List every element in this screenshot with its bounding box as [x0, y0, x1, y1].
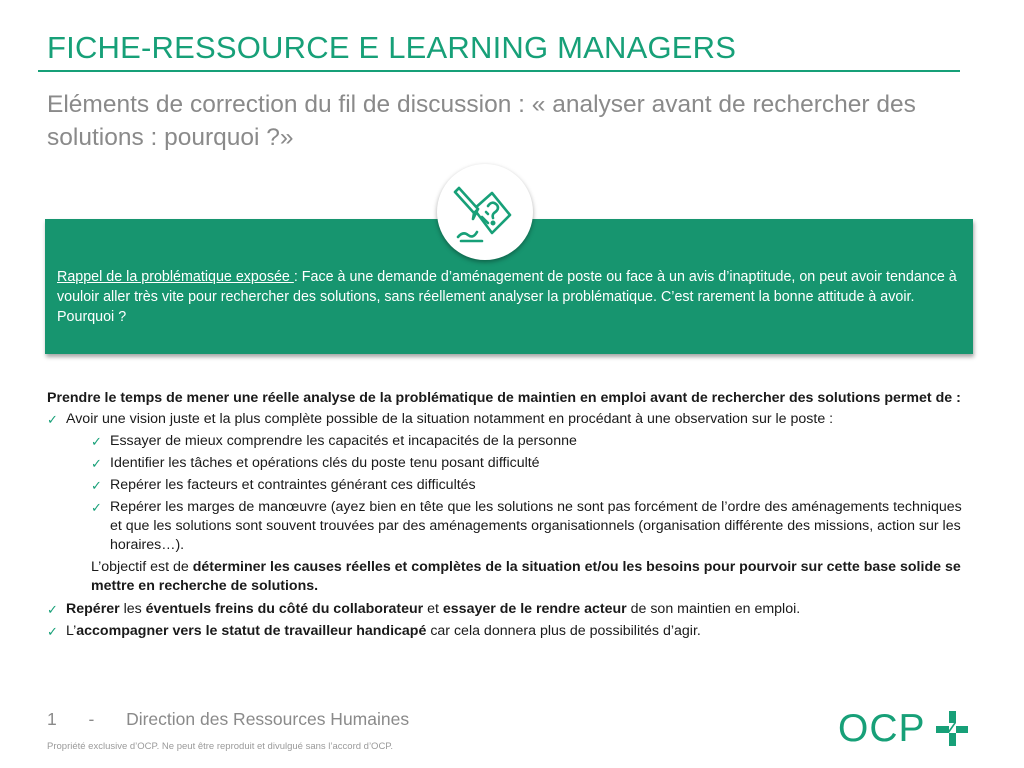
list-item [47, 622, 977, 641]
sub-list-item [47, 432, 977, 451]
title-divider [38, 70, 960, 72]
sub-list-item-text: Repérer les facteurs et contraintes générant ces difficultés [110, 477, 476, 493]
check-icon: ✓ [91, 434, 102, 449]
check-icon: ✓ [91, 456, 102, 471]
legal-notice: Propriété exclusive d’OCP. Ne peut être reproduit et divulgué sans l’accord d’OCP. [47, 741, 394, 752]
text-plain: L’ [66, 623, 77, 639]
sub-list-item-text: Identifier les tâches et opérations clés du poste tenu posant difficulté [110, 455, 540, 471]
footer [47, 709, 409, 730]
list-item-text [66, 622, 701, 641]
list-item-text: Avoir une vision juste et la plus complète possible de la situation notamment en procédant à une observation sur le poste : [66, 411, 834, 427]
note-prefix: L’objectif est de [91, 559, 193, 575]
text-plain: de son maintien en emploi. [626, 601, 801, 617]
page-number: 1 [47, 709, 57, 729]
reminder-text [57, 267, 967, 327]
check-icon: ✓ [91, 500, 102, 515]
text-plain: car cela donnera plus de possibilités d’agir. [426, 623, 701, 639]
check-icon: ✓ [47, 624, 58, 639]
reminder-badge [437, 164, 533, 260]
sub-list-item [47, 498, 977, 555]
sub-list-item-text: Essayer de mieux comprendre les capacités et incapacités de la personne [110, 433, 577, 449]
check-icon: ✓ [47, 412, 58, 427]
check-icon: ✓ [47, 602, 58, 617]
page-subtitle: Eléments de correction du fil de discussion : « analyser avant de rechercher des solutions : pourquoi ?» [47, 91, 916, 151]
footer-separator: - [88, 709, 95, 729]
text-plain: les [119, 601, 146, 617]
list-item [47, 410, 977, 429]
objective-note [47, 558, 977, 596]
list-item-text [66, 600, 800, 619]
body-content [47, 389, 977, 644]
sub-list-item [47, 476, 977, 495]
text-bold: accompagner vers le statut de travailleur handicapé [76, 623, 427, 639]
list-item [47, 600, 977, 619]
reminder-label: Rappel de la problématique exposée [57, 269, 294, 285]
logo-text: OCP [838, 707, 926, 750]
ocp-logo [838, 707, 972, 751]
writing-question-icon [452, 179, 518, 245]
text-bold: éventuels freins du côté du collaborateur [145, 601, 424, 617]
department-name: Direction des Ressources Humaines [126, 709, 410, 729]
text-bold: Repérer [66, 601, 120, 617]
sub-list-item-text: Repérer les marges de manœuvre (ayez bien en tête que les solutions ne sont pas forcément de l’ordre des aménagements techniques et que les solutions sont souvent trouvées par des aménagements organisationnels (organisation différente des missions, action sur les horaires…). [110, 499, 962, 553]
note-bold: déterminer les causes réelles et complètes de la situation et/ou les besoins pour pourvoir sur cette base solide se mettre en recherche de solutions. [91, 559, 961, 594]
check-icon: ✓ [91, 478, 102, 493]
text-plain: et [423, 601, 443, 617]
reminder-body: : Face à une demande d’aménagement de poste ou face à un avis d’inaptitude, on peut avoir tendance à vouloir aller très vite pour rechercher des solutions, sans réellement analyser la problématique. C’est rarement la bonne attitude à avoir. Pourquoi ? [57, 269, 957, 325]
page-title: FICHE-RESSOURCE E LEARNING MANAGERS [47, 30, 737, 65]
text-bold: essayer de le rendre acteur [442, 601, 627, 617]
ocp-cross-icon [932, 709, 972, 749]
body-lead: Prendre le temps de mener une réelle analyse de la problématique de maintien en emploi avant de rechercher des solutions permet de : [47, 390, 961, 406]
sub-list-item [47, 454, 977, 473]
